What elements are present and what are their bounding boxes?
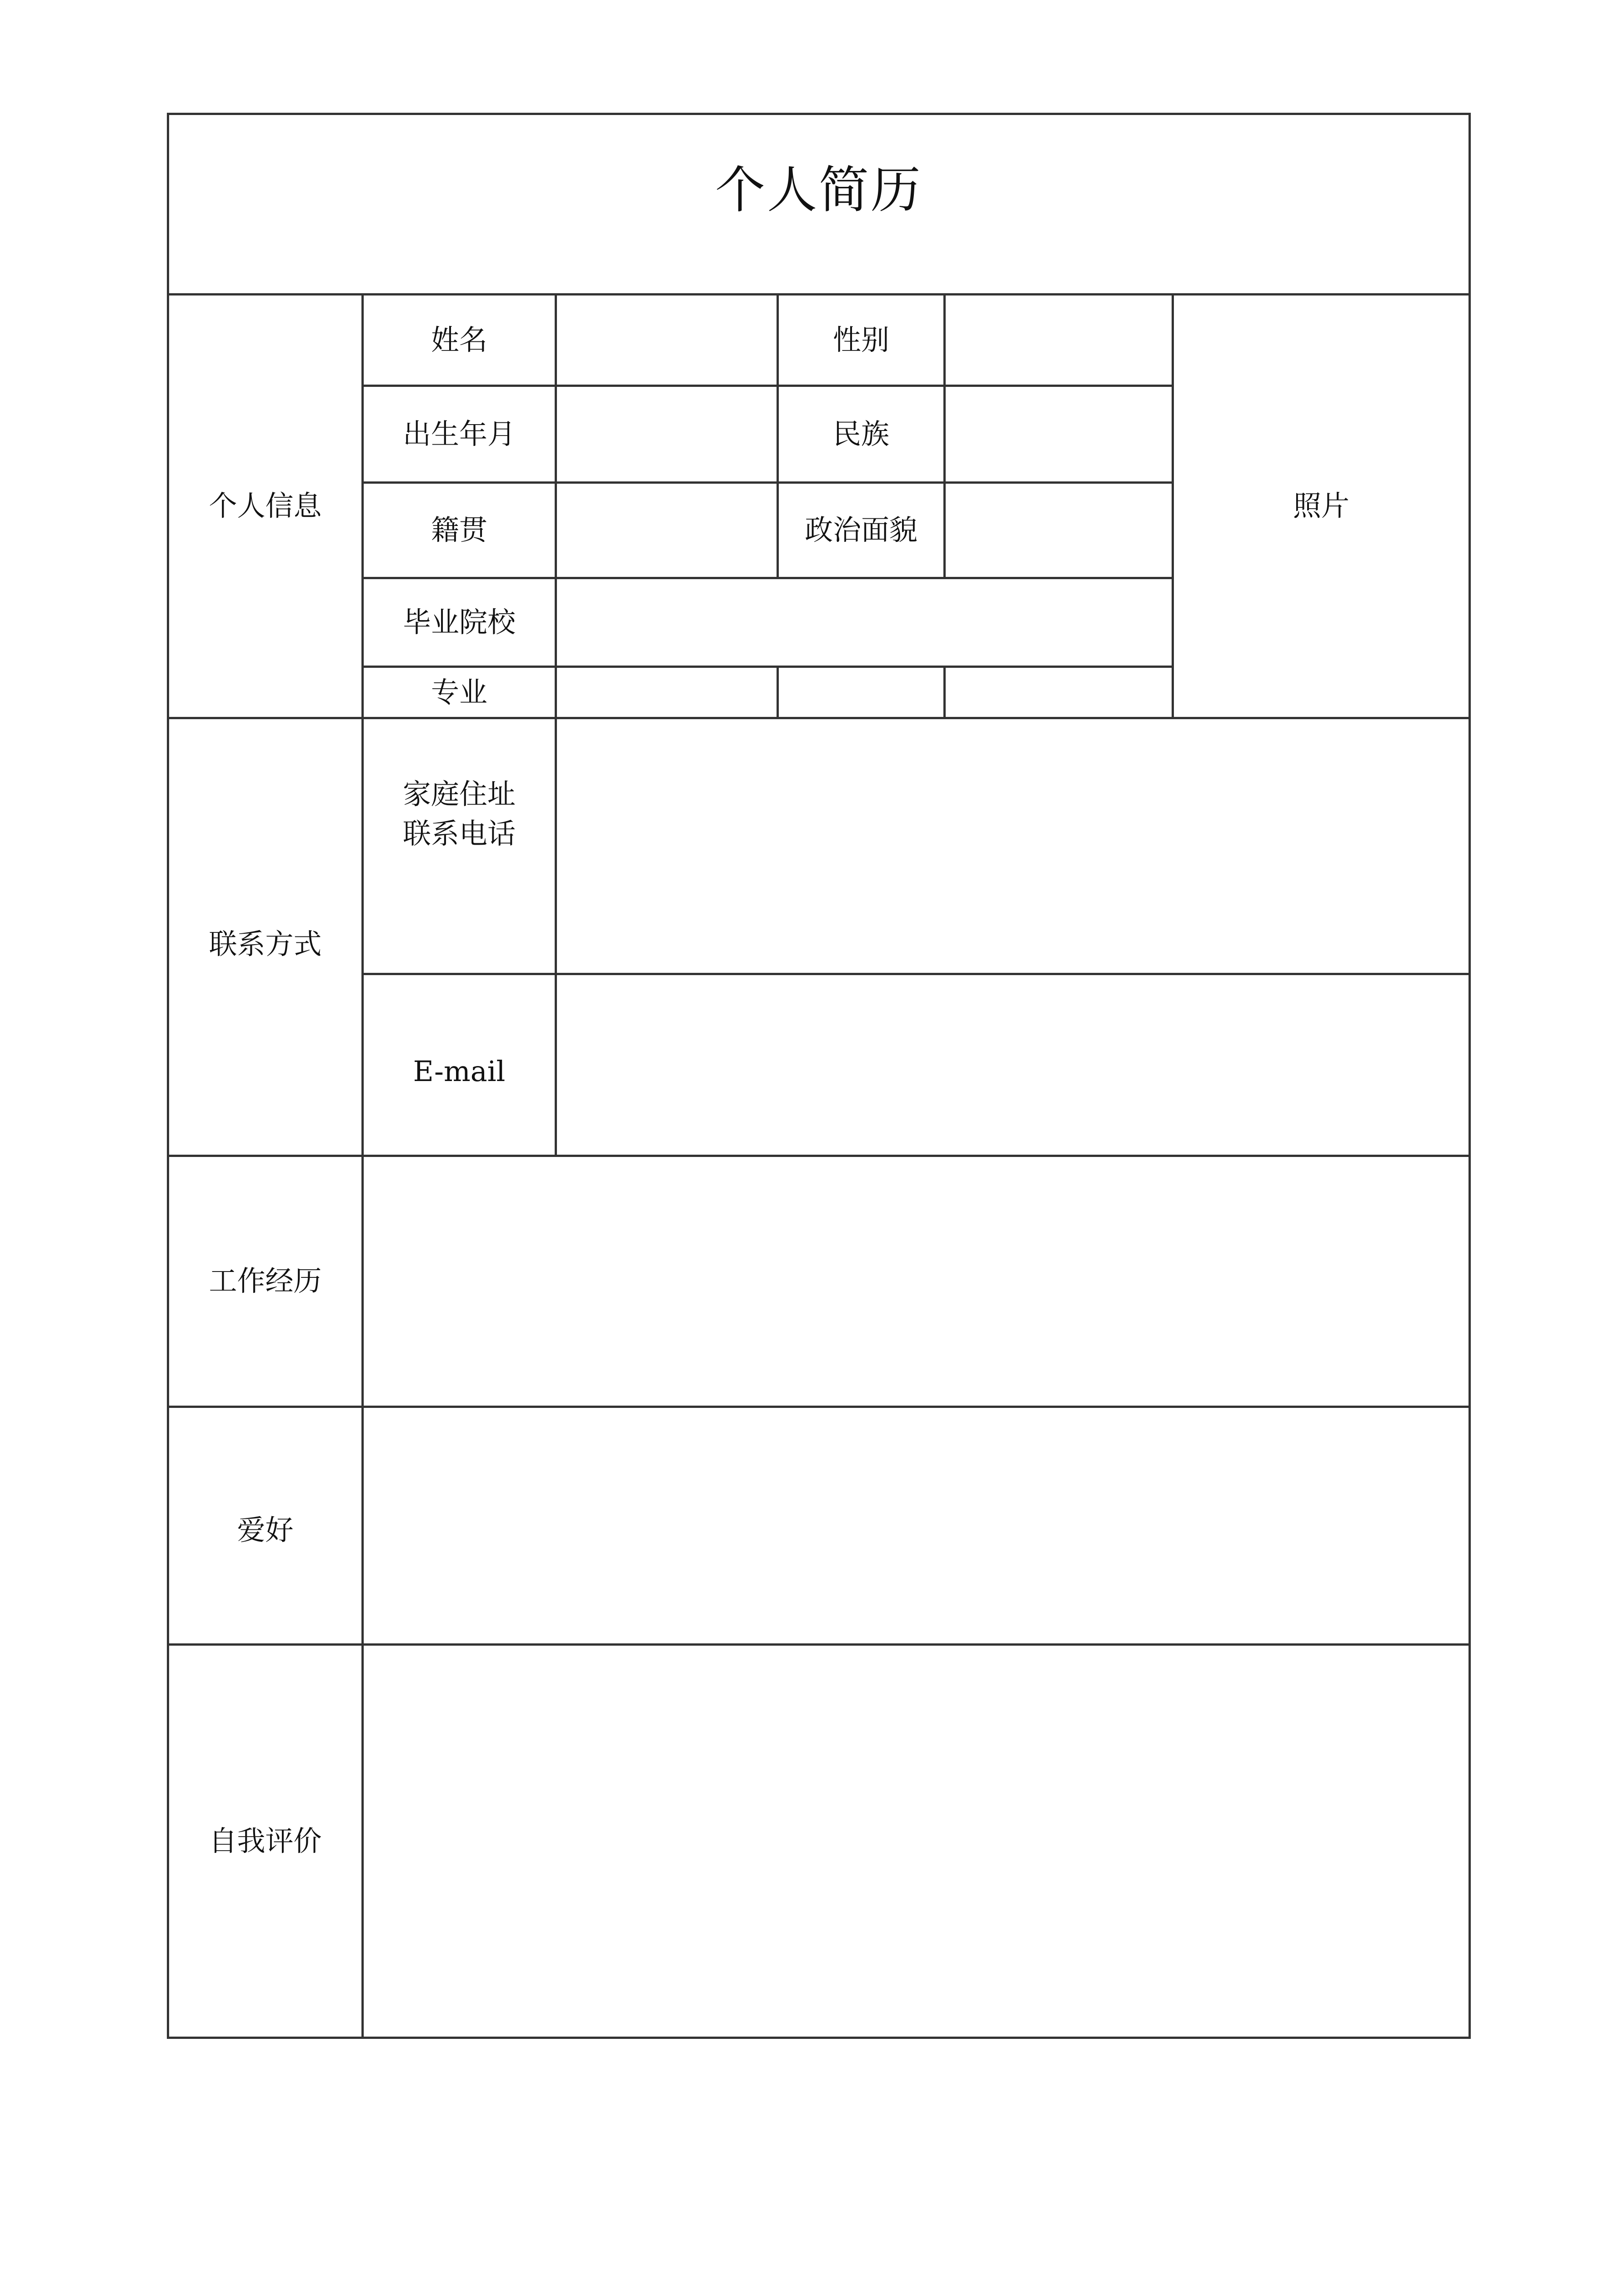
section-label-hobbies: 爱好 <box>237 1513 294 1547</box>
page-title: 个人简历 <box>715 161 922 219</box>
field-label-address-phone <box>364 719 555 973</box>
field-label-gender: 性别 <box>832 323 889 356</box>
field-label-ethnicity: 民族 <box>832 417 889 451</box>
major-extra-cell-2[interactable] <box>946 668 1172 717</box>
section-label-personal-info: 个人信息 <box>209 489 322 523</box>
major-extra-cell-1[interactable] <box>779 668 943 717</box>
birth-date-value[interactable] <box>557 387 777 481</box>
ethnicity-value[interactable] <box>946 387 1172 481</box>
section-label-self-evaluation: 自我评价 <box>209 1824 322 1857</box>
field-label-political-status: 政治面貌 <box>804 513 917 547</box>
hobbies-value[interactable] <box>364 1408 1469 1643</box>
field-label-major: 专业 <box>431 675 487 709</box>
work-experience-value[interactable] <box>364 1157 1469 1406</box>
school-value[interactable] <box>557 579 1172 666</box>
email-value[interactable] <box>557 975 1469 1155</box>
political-status-value[interactable] <box>946 484 1172 577</box>
gender-value[interactable] <box>946 295 1172 385</box>
border-right <box>1469 113 1471 2039</box>
major-value[interactable] <box>557 668 777 717</box>
self-evaluation-value[interactable] <box>364 1646 1469 2037</box>
address-phone-value[interactable] <box>557 719 1469 973</box>
field-label-school: 毕业院校 <box>402 605 516 639</box>
section-label-work-experience: 工作经历 <box>209 1264 322 1298</box>
field-label-address: 家庭住址 <box>402 777 516 811</box>
field-label-phone: 联系电话 <box>402 817 516 850</box>
field-label-birth-date: 出生年月 <box>402 417 516 451</box>
field-label-name: 姓名 <box>431 323 487 356</box>
section-label-contact: 联系方式 <box>209 927 322 961</box>
photo-placeholder: 照片 <box>1293 489 1349 523</box>
field-label-email: E-mail <box>413 1055 506 1088</box>
native-place-value[interactable] <box>557 484 777 577</box>
name-value[interactable] <box>557 295 777 385</box>
field-label-native-place: 籍贯 <box>431 513 487 547</box>
